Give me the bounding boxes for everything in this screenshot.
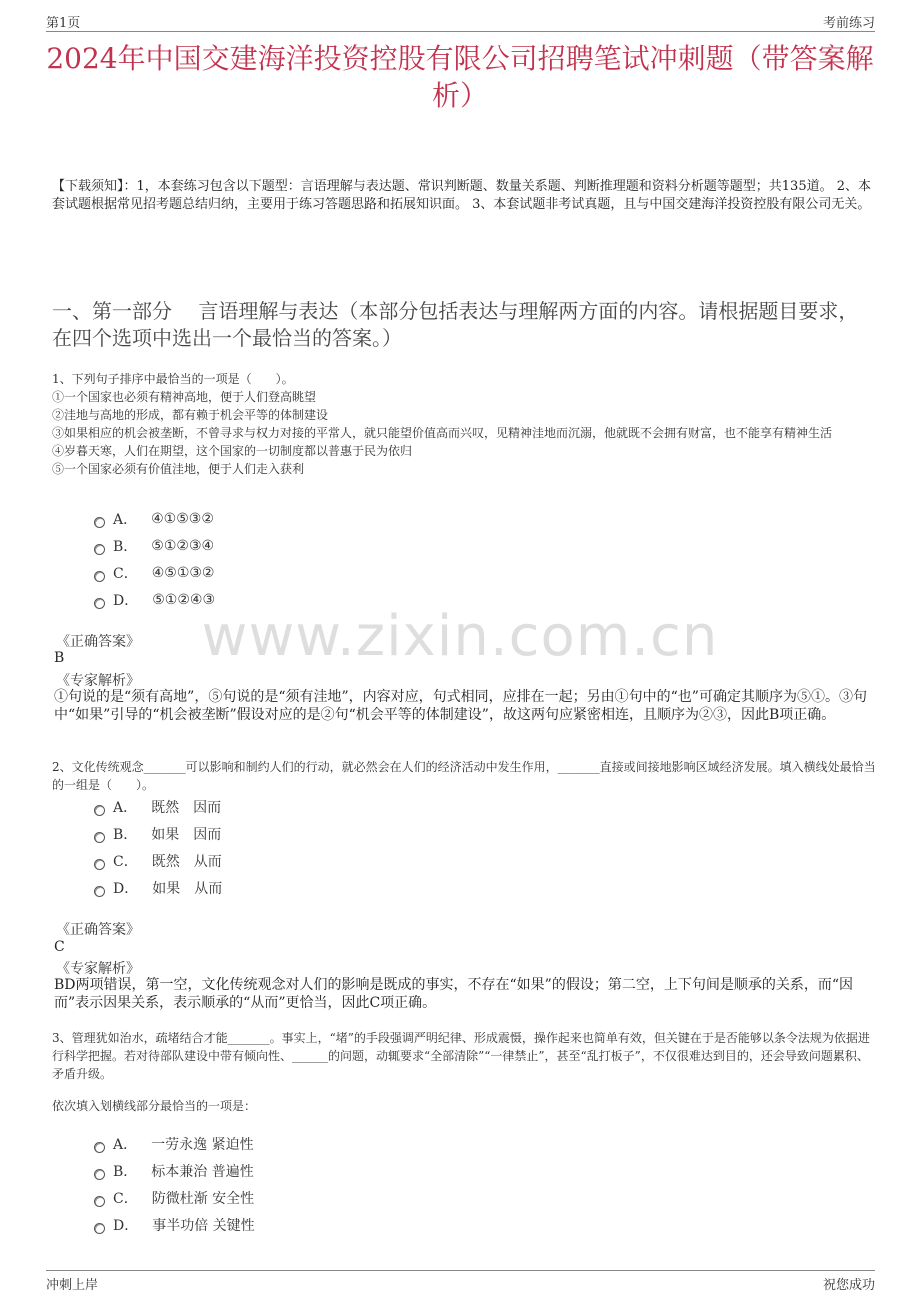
radio-button[interactable] (94, 859, 105, 870)
question-3-instruction: 依次填入划横线部分最恰当的一项是： (52, 1099, 257, 1113)
question-3-prompt: 3、管理犹如治水，疏堵结合才能_______。事实上，“堵”的手段强调严明纪律、形成震慑，操作起来也简单有效，但关键在于是否能够以条令法规为依据进行科学把握。若对待部队建设中带有倾向性、______的问题，动辄要求“全部清除”“一律禁止”，甚至“乱打板子”，不仅很难达到目的，还会导致问题累积、矛盾升级。 (52, 1031, 870, 1081)
question-2-answer-label: 《正确答案》 (56, 922, 140, 938)
question-1-prompt: 1、下列句子排序中最恰当的一项是（ ）。 (52, 372, 294, 386)
question-1-answer: B (54, 650, 65, 666)
question-2-option-a[interactable] (94, 797, 221, 817)
option-letter: B． (113, 539, 138, 555)
radio-button[interactable] (94, 544, 105, 555)
question-1-answer-label: 《正确答案》 (56, 634, 140, 650)
question-1-stem (52, 370, 876, 478)
question-1-option-c[interactable] (94, 563, 214, 583)
question-1-option-b[interactable] (94, 536, 214, 556)
question-1-line-1: ①一个国家也必须有精神高地，便于人们登高眺望 (52, 390, 317, 404)
document-title: 2024年中国交建海洋投资控股有限公司招聘笔试冲刺题（带答案解析） (46, 42, 874, 112)
watermark: www.zixin.com.cn (201, 604, 719, 669)
option-text: ④①⑤③② (151, 511, 214, 527)
header-tag: 考前练习 (822, 16, 875, 31)
footer-left: 冲刺上岸 (46, 1278, 99, 1293)
question-2-option-b[interactable] (94, 824, 221, 844)
radio-button[interactable] (94, 886, 105, 897)
option-text: 标本兼治 普遍性 (151, 1164, 254, 1180)
header-divider (46, 31, 875, 32)
option-letter: C． (113, 854, 138, 870)
section-title: 一、第一部分 言语理解与表达（本部分包括表达与理解两方面的内容。请根据题目要求，在四个选项中选出一个最恰当的答案。） (52, 299, 859, 350)
option-text: 防微杜渐 安全性 (151, 1191, 255, 1207)
radio-button[interactable] (94, 1196, 105, 1207)
question-1-line-2: ②洼地与高地的形成，都有赖于机会平等的体制建设 (52, 408, 329, 422)
radio-button[interactable] (94, 1142, 105, 1153)
option-text: 如果 因而 (151, 827, 222, 843)
download-notice: 【下载须知】：1，本套练习包含以下题型：言语理解与表达题、常识判断题、数量关系题、判断推理题和资料分析题等题型；共135道。 2、本套试题根据常见招考题总结归纳，主要用于练习答题思路和拓展知识面。 3、本套试题非考试真题，且与中国交建海洋投资控股有限公司无关。 (52, 179, 871, 212)
option-text: ⑤①②④③ (152, 592, 215, 608)
option-text: 既然 从而 (151, 854, 222, 870)
option-letter: B． (113, 1164, 138, 1180)
question-2-analysis: BD两项错误，第一空，文化传统观念对人们的影响是既成的事实，不存在“如果”的假设；第二空，上下句间是顺承的关系，而“因而”表示因果关系，表示顺承的“从而”更恰当，因此C项正确。 (54, 977, 853, 1011)
question-3-option-b[interactable] (94, 1161, 254, 1181)
option-text: 既然 因而 (151, 800, 222, 816)
option-letter: D． (113, 1218, 139, 1234)
question-3-stem (52, 1029, 876, 1115)
option-letter: C． (113, 566, 138, 582)
radio-button[interactable] (94, 1223, 105, 1234)
option-letter: B． (113, 827, 138, 843)
option-letter: C． (113, 1191, 138, 1207)
question-2-stem (52, 758, 876, 794)
question-1-line-4: ④岁暮天寒，人们在期望，这个国家的一切制度都以普惠于民为依归 (52, 444, 413, 458)
option-text: ④⑤①③② (151, 565, 215, 581)
option-text: 一劳永逸 紧迫性 (151, 1137, 254, 1153)
option-letter: D． (113, 593, 139, 609)
question-1-analysis: ①句说的是“须有高地”，⑤句说的是“须有洼地”，内容对应，句式相同，应排在一起；另由①句中的“也”可确定其顺序为⑤①。③句中“如果”引导的“机会被垄断”假设对应的是②句“机会平等的体制建设”，故这两句应紧密相连，且顺序为②③，因此B项正确。 (54, 689, 867, 723)
question-2-answer: C (54, 939, 65, 955)
option-text: 如果 从而 (152, 881, 223, 897)
page-number: 第1页 (46, 16, 81, 31)
footer-right: 祝您成功 (822, 1278, 875, 1293)
option-text: ⑤①②③④ (151, 538, 215, 554)
radio-button[interactable] (94, 832, 105, 843)
footer-divider (46, 1270, 875, 1271)
question-2-option-c[interactable] (94, 851, 222, 871)
radio-button[interactable] (94, 805, 105, 816)
option-letter: A． (113, 1137, 138, 1153)
radio-button[interactable] (94, 517, 105, 528)
option-text: 事半功倍 关键性 (152, 1218, 255, 1234)
option-letter: D． (113, 881, 139, 897)
question-1-option-a[interactable] (94, 509, 214, 529)
question-2-prompt: 2、文化传统观念_______可以影响和制约人们的行动，就必然会在人们的经济活动中发生作用，_______直接或间接地影响区域经济发展。填入横线处最恰当的一组是（ ）。 (52, 760, 876, 792)
question-1-line-3: ③如果相应的机会被垄断，不曾寻求与权力对接的平常人，就只能望价值高而兴叹，见精神洼地而沉溺，他就既不会拥有财富，也不能享有精神生活 (52, 426, 833, 440)
question-2-option-d[interactable] (94, 878, 222, 898)
question-3-option-c[interactable] (94, 1188, 254, 1208)
option-letter: A． (113, 512, 138, 528)
question-1-line-5: ⑤一个国家必须有价值洼地，便于人们走入获利 (52, 462, 305, 476)
radio-button[interactable] (94, 571, 105, 582)
option-letter: A． (113, 800, 138, 816)
radio-button[interactable] (94, 1169, 105, 1180)
question-3-option-a[interactable] (94, 1134, 254, 1154)
question-3-option-d[interactable] (94, 1215, 255, 1235)
question-2-analysis-label: 《专家解析》 (56, 961, 140, 977)
question-1-analysis-label: 《专家解析》 (56, 673, 140, 689)
